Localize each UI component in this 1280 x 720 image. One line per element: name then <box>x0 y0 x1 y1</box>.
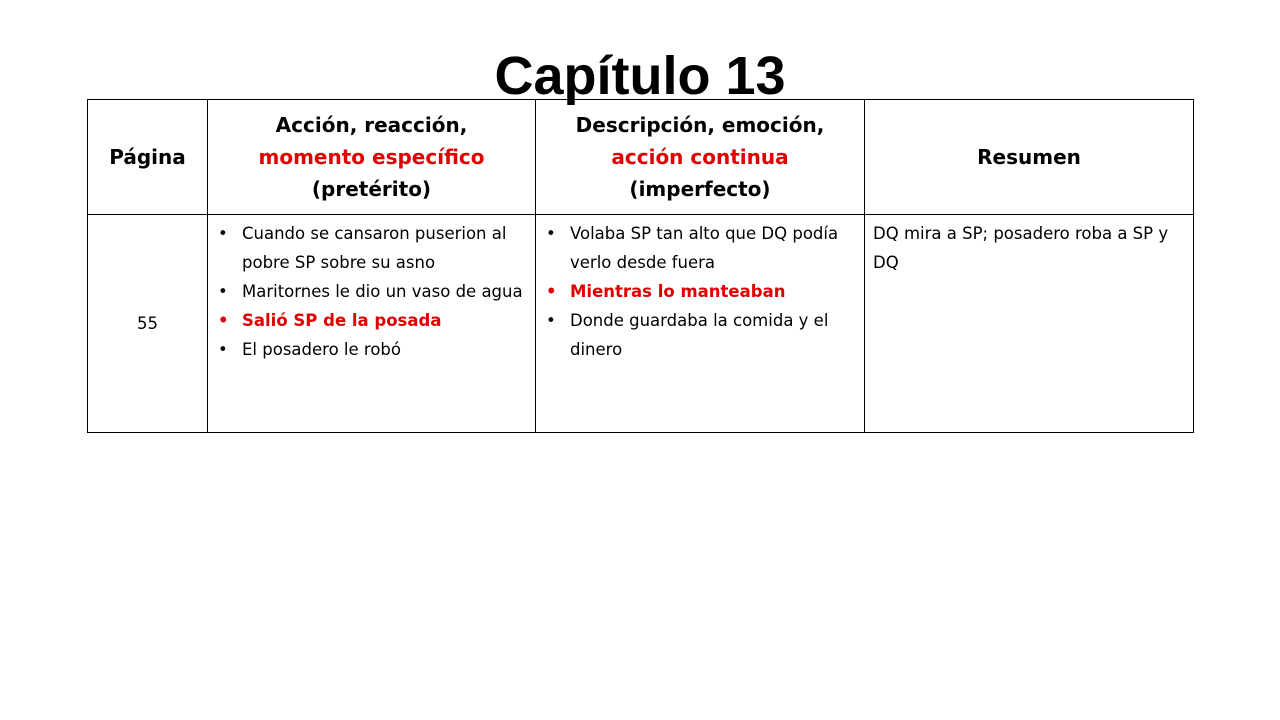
table-row <box>88 215 1194 433</box>
header-description <box>536 100 865 215</box>
page-number-cell: 55 <box>88 215 208 433</box>
action-item: • Cuando se cansaron puserion al pobre SP sobre su asno <box>216 219 527 277</box>
bullet-icon: • <box>546 224 556 243</box>
action-item: • Maritornes le dio un vaso de agua <box>216 277 527 306</box>
bullet-icon: • <box>546 311 556 330</box>
descriptions-cell <box>536 215 865 433</box>
bullet-icon: • <box>218 311 229 330</box>
descriptions-list <box>544 219 856 364</box>
header-description-line3: (imperfecto) <box>629 177 771 201</box>
description-item: • Volaba SP tan alto que DQ podía verlo desde fuera <box>544 219 856 277</box>
header-action-line2: momento específico <box>258 145 485 169</box>
summary-cell: DQ mira a SP; posadero roba a SP y DQ <box>865 215 1194 433</box>
action-item: • Salió SP de la posada <box>216 306 527 335</box>
header-action-line3: (pretérito) <box>311 177 432 201</box>
bullet-icon: • <box>546 282 557 301</box>
header-action-line1: Acción, reacción, <box>275 113 468 137</box>
actions-cell <box>208 215 536 433</box>
header-action <box>208 100 536 215</box>
header-page: Página <box>88 100 208 215</box>
slide-title: Capítulo 13 <box>494 46 786 106</box>
action-item: • El posadero le robó <box>216 335 527 364</box>
bullet-icon: • <box>218 340 228 359</box>
bullet-icon: • <box>218 224 228 243</box>
header-description-line2: acción continua <box>611 145 789 169</box>
header-description-line1: Descripción, emoción, <box>575 113 825 137</box>
description-item: • Donde guardaba la comida y el dinero <box>544 306 856 364</box>
header-row <box>88 100 1194 215</box>
actions-list <box>216 219 527 364</box>
bullet-icon: • <box>218 282 228 301</box>
description-item: • Mientras lo manteaban <box>544 277 856 306</box>
chapter-table <box>87 99 1194 433</box>
header-summary: Resumen <box>865 100 1194 215</box>
